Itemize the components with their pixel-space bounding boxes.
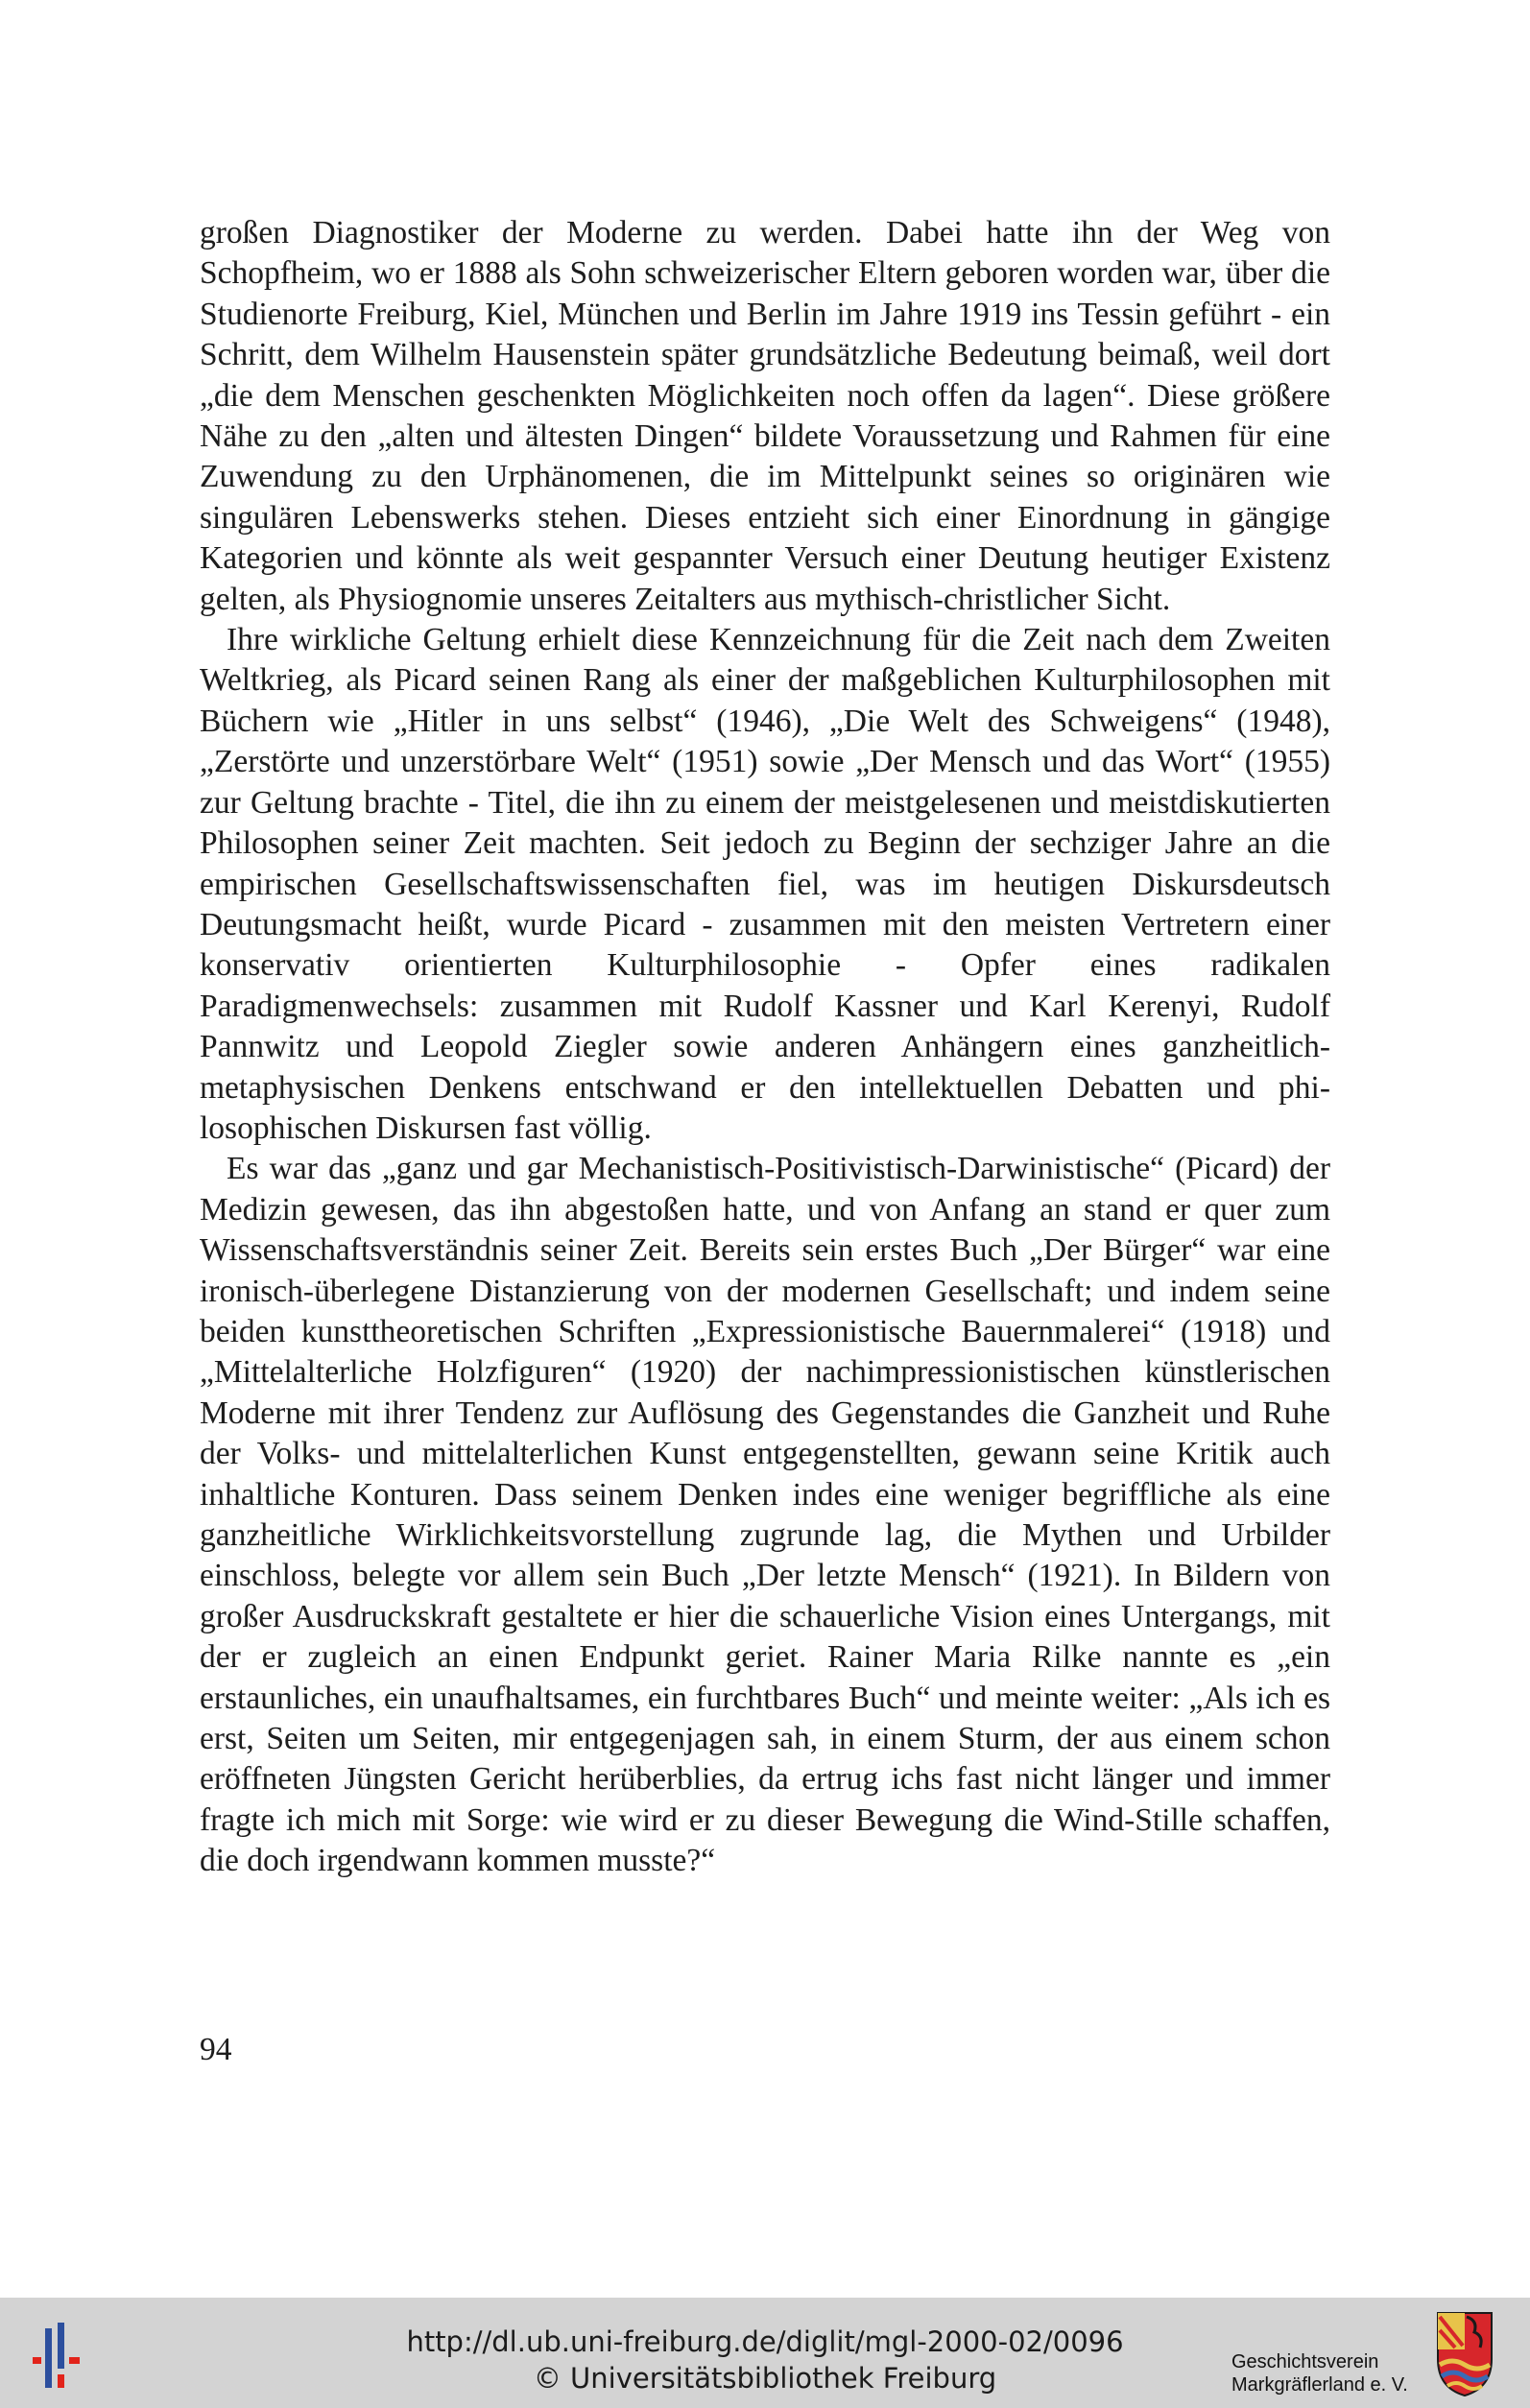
page-number: 94 (200, 2032, 232, 2067)
footer-bar (0, 2298, 1530, 2408)
society-name-line-1: Geschichtsverein (1231, 2351, 1379, 2372)
source-url-link[interactable]: http://dl.ub.uni-freiburg.de/diglit/mgl-2000-02/0096 (406, 2325, 1124, 2358)
copyright-notice: © Universitätsbibliothek Freiburg (533, 2362, 997, 2395)
society-name-line-2: Markgräflerland e. V. (1231, 2374, 1408, 2396)
paragraph-3: Es war das „ganz und gar Mechanistisch-Positivistisch-Darwinistische“ (Picard) der Medizin gewesen, das ihn abgestoßen hatte, und von Anfang an stand er quer zum Wissenschaftsverständnis seiner Zeit. Bereits sein erstes Buch „Der Bürger“ war eine ironisch-überlegene Distanzierung von der modernen Gesellschaft; und indem seine beiden kunsttheoretischen Schriften „Expressionistische Bauernmalerei“ (1918) und „Mittelalterliche Holzfiguren“ (1920) der nachimpressionistischen künstlerischen Moderne mit ihrer Tendenz zur Auflösung des Gegenstandes die Ganzheit und Ruhe der Volks- und mittelalterlichen Kunst entgegenstellten, gewann seine Kritik auch inhaltliche Konturen. Dass seinem Denken indes eine weniger begriffliche als eine ganzheitliche Wirklichkeitsvorstellung zugrunde lag, die Mythen und Urbilder einschloss, belegte vor allem sein Buch „Der letzte Mensch“ (1921). In Bildern von großer Ausdruckskraft gestaltete er hier die schauerliche Vision eines Untergangs, mit der er zugleich an einen Endpunkt geriet. Rainer Maria Rilke nannte es „ein erstaunliches, ein unaufhaltsames, ein furchtbares Buch“ und meinte weiter: „Als ich es erst, Seiten um Seiten, mir entgegenjagen sah, in einem Sturm, der aus einem schon eröffneten Jüngsten Gericht herüberblies, da ertrug ichs fast nicht länger und immer fragte ich mich mit Sorge: wie wird er zu dieser Bewegung die Wind-Stille schaffen, die doch irgendwann kommen musste?“ (200, 1151, 1330, 1879)
body-text (200, 213, 1330, 1882)
coat-of-arms-icon (1436, 2307, 1494, 2399)
paragraph-1: großen Diagnostiker der Moderne zu werden. Dabei hatte ihn der Weg von Schopfheim, wo er 1888 als Sohn schweizerischer Eltern geboren worden war, über die Studienorte Freiburg, Kiel, München und Berlin im Jahre 1919 ins Tessin geführt - ein Schritt, dem Wilhelm Hausenstein später grundsätzliche Bedeutung beimaß, weil dort „die dem Menschen geschenkten Möglichkeiten noch offen da lagen“. Diese größere Nähe zu den „alten und ältesten Dingen“ bildete Voraussetzung und Rahmen für eine Zuwendung zu den Urphänomenen, die im Mittelpunkt seines so originären wie singulären Lebenswerks stehen. Dieses entzieht sich einer Einordnung in gängige Kategorien und könnte als weit gespannter Versuch einer Deutung heutiger Existenz gelten, als Physiognomie unseres Zeitalters aus mythisch-christlicher Sicht. (200, 215, 1330, 617)
society-name (1231, 2350, 1443, 2396)
paragraph-2: Ihre wirkliche Geltung erhielt diese Kennzeichnung für die Zeit nach dem Zweiten Weltkrieg, als Picard seinen Rang als einer der maßgeblichen Kulturphilosophen mit Büchern wie „Hitler in uns selbst“ (1946), „Die Welt des Schweigens“ (1948), „Zerstörte und unzerstörbare Welt“ (1951) sowie „Der Mensch und das Wort“ (1955) zur Geltung brachte - Titel, die ihn zu einem der meistgelesenen und meistdiskutierten Philosophen seiner Zeit machten. Seit jedoch zu Beginn der sechziger Jahre an die empirischen Gesellschaftswissenschaften fiel, was im heutigen Diskursdeutsch Deutungsmacht heißt, wurde Picard - zusammen mit den meisten Vertretern einer konservativ orientierten Kulturphilosophie - Opfer eines radikalen Paradigmenwechsels: zusammen mit Rudolf Kassner und Karl Kerenyi, Rudolf Pannwitz und Leopold Ziegler sowie anderen Anhängern eines ganzheitlich-metaphysischen Denkens entschwand er den intellektuellen Debatten und philosophischen Diskursen fast völlig. (200, 622, 1330, 1146)
